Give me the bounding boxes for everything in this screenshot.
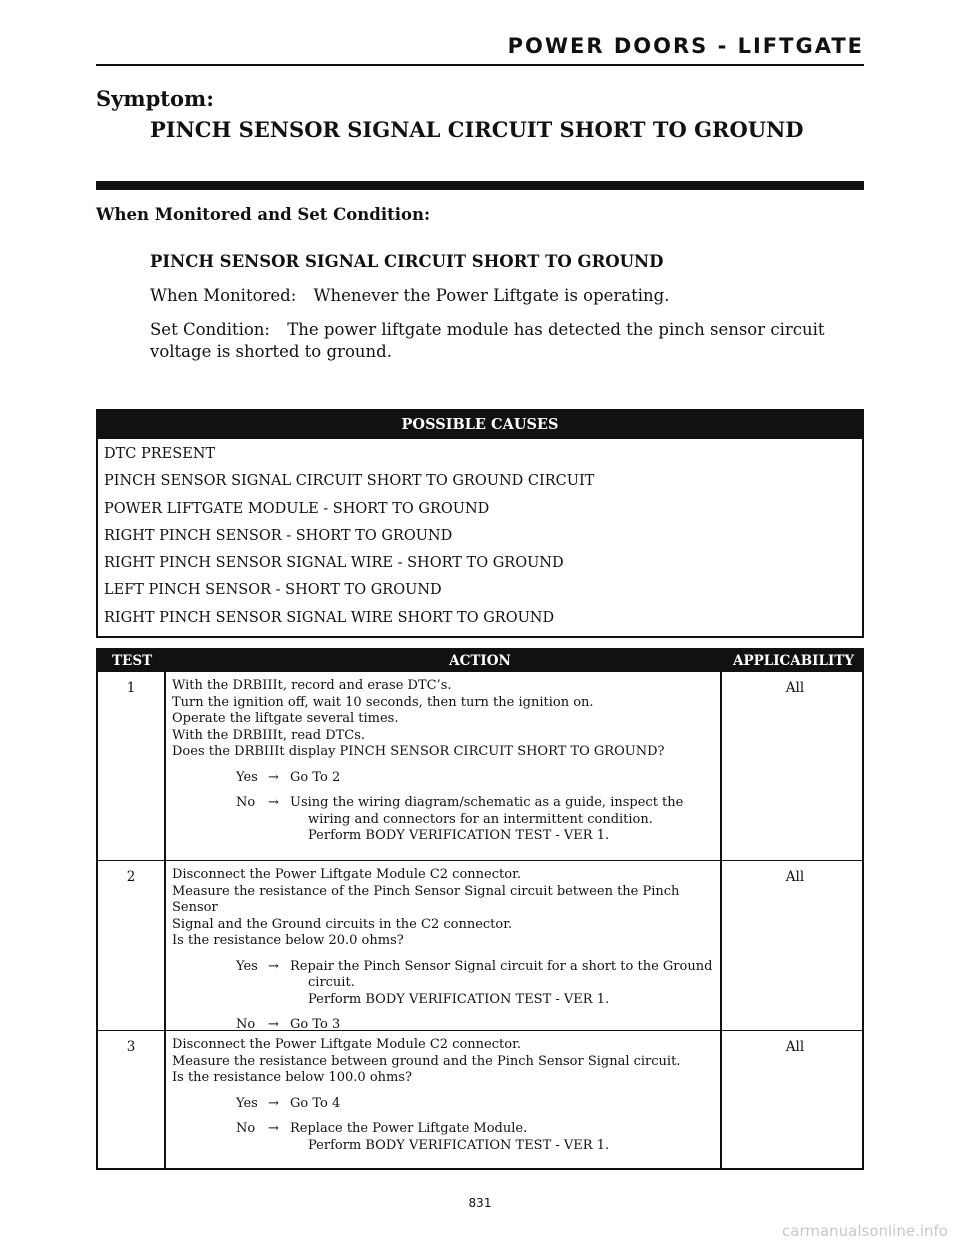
answer-line: Go To 4	[290, 1095, 341, 1111]
answer-yes	[172, 959, 718, 1009]
test-table-header	[98, 650, 862, 672]
answer-line: Perform BODY VERIFICATION TEST - VER 1.	[308, 828, 610, 843]
answer-line: Perform BODY VERIFICATION TEST - VER 1.	[308, 1137, 610, 1153]
answer-yes	[172, 1096, 718, 1113]
possible-causes-heading: POSSIBLE CAUSES	[98, 411, 862, 439]
answer-text	[290, 1096, 718, 1113]
monitored-text: Whenever the Power Liftgate is operating.	[313, 286, 670, 305]
set-condition-text: The power liftgate module has detected the pinch sensor circuit voltage is shorted to ground.	[150, 320, 825, 361]
condition-title: PINCH SENSOR SIGNAL CIRCUIT SHORT TO GROUND	[150, 252, 664, 271]
test-number: 1	[126, 680, 136, 696]
action-line: Is the resistance below 100.0 ohms?	[172, 1070, 412, 1085]
answer-label: Yes	[236, 1095, 258, 1111]
answer-line: Go To 3	[290, 1017, 341, 1032]
cause-item: RIGHT PINCH SENSOR SIGNAL WIRE SHORT TO GROUND	[104, 609, 555, 626]
answer-line: Repair the Pinch Sensor Signal circuit for a short to the Ground	[290, 958, 713, 974]
test-number: 3	[126, 1039, 136, 1055]
arrow-right-icon: →	[268, 1095, 279, 1111]
test-row	[98, 672, 862, 860]
answer-line: Perform BODY VERIFICATION TEST - VER 1.	[308, 991, 610, 1007]
test-number: 2	[126, 869, 136, 885]
answer-line: Replace the Power Liftgate Module.	[290, 1121, 528, 1136]
test-action-table	[96, 648, 864, 1170]
page-number: 831	[468, 1196, 492, 1210]
answer-line: circuit.	[308, 975, 355, 990]
section-divider	[96, 181, 864, 190]
set-condition-line	[150, 319, 864, 363]
cause-item: POWER LIFTGATE MODULE - SHORT TO GROUND	[104, 500, 490, 517]
cause-item: RIGHT PINCH SENSOR - SHORT TO GROUND	[104, 527, 453, 544]
arrow-right-icon: →	[268, 795, 279, 810]
answer-label: No	[236, 795, 256, 810]
when-monitored-block	[150, 251, 864, 375]
section-header: POWER DOORS - LIFTGATE	[507, 34, 864, 58]
action-line: Is the resistance below 20.0 ohms?	[172, 933, 404, 948]
test-applicability: All	[785, 1039, 805, 1055]
action-line: Disconnect the Power Liftgate Module C2 connector.	[172, 1037, 521, 1052]
symptom-title: PINCH SENSOR SIGNAL CIRCUIT SHORT TO GROUND	[150, 117, 804, 142]
when-monitored-heading: When Monitored and Set Condition:	[96, 205, 431, 224]
answer-line: Go To 2	[290, 769, 341, 785]
arrow-right-icon: →	[268, 1121, 279, 1136]
action-line: Signal and the Ground circuits in the C2 connector.	[172, 916, 513, 932]
test-action	[172, 678, 718, 845]
possible-causes-table	[96, 409, 864, 638]
action-line: With the DRBIIIt, read DTCs.	[172, 727, 366, 743]
cause-item: LEFT PINCH SENSOR - SHORT TO GROUND	[104, 582, 442, 599]
header-applicability: APPLICABILITY	[732, 653, 854, 669]
header-action: ACTION	[449, 653, 511, 669]
test-action	[172, 1037, 718, 1154]
answer-line: Using the wiring diagram/schematic as a guide, inspect the	[290, 795, 684, 810]
arrow-right-icon: →	[268, 1017, 279, 1032]
monitored-label: When Monitored:	[150, 286, 297, 305]
answer-label: No	[236, 1121, 256, 1136]
action-line: Disconnect the Power Liftgate Module C2 connector.	[172, 867, 521, 882]
answer-label: No	[236, 1017, 256, 1032]
test-row	[98, 860, 862, 1031]
answer-yes	[172, 770, 718, 787]
test-action	[172, 867, 718, 1034]
arrow-right-icon: →	[268, 769, 279, 785]
arrow-right-icon: →	[268, 958, 279, 974]
action-line: Turn the ignition off, wait 10 seconds, then turn the ignition on.	[172, 694, 594, 710]
watermark: carmanualsonline.info	[782, 1222, 948, 1240]
answer-line: wiring and connectors for an intermittent condition.	[308, 811, 653, 827]
cause-item: DTC PRESENT	[104, 446, 216, 462]
possible-causes-list	[98, 439, 862, 636]
action-line: Measure the resistance of the Pinch Sensor Signal circuit between the Pinch Sensor	[172, 883, 680, 915]
cause-item: PINCH SENSOR SIGNAL CIRCUIT SHORT TO GROUND CIRCUIT	[104, 473, 595, 490]
header-test: TEST	[112, 653, 153, 669]
monitored-line	[150, 285, 864, 307]
answer-label: Yes	[236, 769, 258, 785]
answer-text	[290, 1121, 718, 1154]
answer-text	[290, 770, 718, 787]
answer-no	[172, 1121, 718, 1154]
answer-no	[172, 795, 718, 845]
answer-text	[290, 795, 718, 845]
test-applicability: All	[785, 680, 805, 696]
action-line: With the DRBIIIt, record and erase DTC’s.	[172, 678, 452, 693]
header-rule	[96, 64, 864, 66]
answer-label: Yes	[236, 958, 258, 974]
symptom-label: Symptom:	[96, 86, 214, 111]
cause-item: RIGHT PINCH SENSOR SIGNAL WIRE - SHORT TO GROUND	[104, 555, 564, 572]
test-row	[98, 1030, 862, 1169]
answer-text	[290, 959, 718, 1009]
action-line: Does the DRBIIIt display PINCH SENSOR CIRCUIT SHORT TO GROUND?	[172, 744, 665, 759]
action-line: Operate the liftgate several times.	[172, 711, 399, 726]
set-condition-label: Set Condition:	[150, 320, 270, 339]
test-applicability: All	[785, 869, 805, 885]
action-line: Measure the resistance between ground and the Pinch Sensor Signal circuit.	[172, 1053, 681, 1069]
